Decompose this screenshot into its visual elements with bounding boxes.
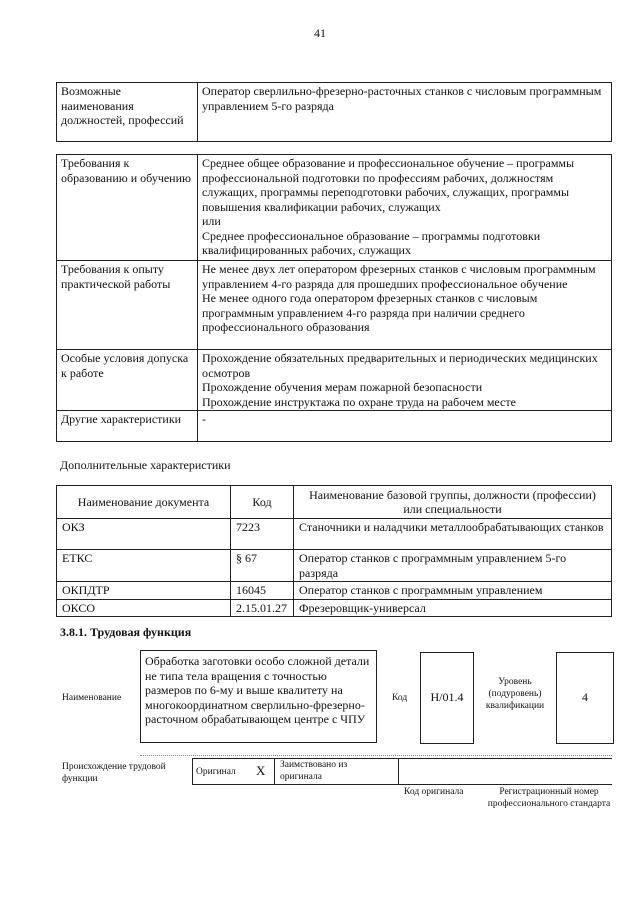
req-admission-value: Прохождение обязательных предварительных и периодических медицинских осмотров Прохождение обучения мерам пожарной безопасности Прохождение инструктажа по охране труда на рабочем месте <box>198 350 612 411</box>
row-document: ОКЗ <box>57 519 231 550</box>
original-mark: X <box>256 763 266 778</box>
level-box: 4 <box>556 652 614 744</box>
origin-mid-line <box>274 758 275 784</box>
requirements-table <box>56 154 612 442</box>
row-code: 16045 <box>231 582 294 600</box>
row-code: 2.15.01.27 <box>231 599 294 617</box>
origin-line-2 <box>398 758 399 784</box>
row-code: 7223 <box>231 519 294 550</box>
section-title: 3.8.1. Трудовая функция <box>60 625 192 639</box>
page-number: 41 <box>314 26 326 40</box>
row-document: ОКСО <box>57 599 231 617</box>
original-label: Оригинал <box>196 767 236 777</box>
table-row <box>57 599 612 617</box>
additional-title: Дополнительные характеристики <box>60 458 231 472</box>
row-group: Станочники и наладчики металлообрабатывающих станков <box>294 519 612 550</box>
req-experience-value: Не менее двух лет оператором фрезерных станков с числовым программным управлением 4-го разряда для прошедших профессиональное обучение Не менее одного года оператором фрезерных станков с числовым программным управлением 4-го разряда при наличии среднего профессионального образования <box>198 261 612 350</box>
req-other-label: Другие характеристики <box>57 411 198 442</box>
row-code: § 67 <box>231 550 294 582</box>
positions-table <box>56 82 612 142</box>
table-row <box>57 550 612 582</box>
code-original-label: Код оригинала <box>404 787 464 797</box>
divider <box>140 755 612 756</box>
function-code-box: H/01.4 <box>420 652 474 744</box>
row-group: Фрезеровщик-универсал <box>294 599 612 617</box>
borrowed-label: Заимствовано из оригинала <box>280 760 348 782</box>
req-admission-label: Особые условия допуска к работе <box>57 350 198 411</box>
function-code-label: Код <box>392 693 408 703</box>
additional-table <box>56 485 612 617</box>
level-label: Уровень (подуровень) квалификации <box>485 677 545 711</box>
origin-left-line <box>192 758 193 784</box>
row-group: Оператор станков с программным управлением 5-го разряда <box>294 550 612 582</box>
col-header-document: Наименование документа <box>57 486 231 519</box>
positions-label: Возможные наименования должностей, профессий <box>57 83 198 142</box>
row-group: Оператор станков с программным управлением <box>294 582 612 600</box>
reg-number-label: Регистрационный номер профессионального стандарта <box>487 787 611 809</box>
row-document: ЕТКС <box>57 550 231 582</box>
origin-top-line <box>192 758 612 759</box>
function-name-label: Наименование <box>62 693 122 703</box>
table-row <box>57 582 612 600</box>
positions-value: Оператор сверлильно-фрезерно-расточных станков с числовым программным управлением 5-го разряда <box>198 83 612 142</box>
origin-bottom-line <box>192 784 612 785</box>
req-education-label: Требования к образованию и обучению <box>57 155 198 261</box>
origin-label: Происхождение трудовой функции <box>62 762 166 784</box>
row-document: ОКПДТР <box>57 582 231 600</box>
function-name-box: Обработка заготовки особо сложной детали не типа тела вращения с точностью размеров по 6-му и выше квалитету на многокоординатном сверлильно-фрезерно-расточном обрабатывающем центре с ЧПУ <box>140 650 377 743</box>
req-experience-label: Требования к опыту практической работы <box>57 261 198 350</box>
req-other-value: - <box>198 411 612 442</box>
col-header-code: Код <box>231 486 294 519</box>
table-row <box>57 519 612 550</box>
req-education-value: Среднее общее образование и профессиональное обучение – программы профессиональной подготовки по профессиям рабочих, должностям служащих, программы переподготовки рабочих, служащих, программы повышения квалификации рабочих, служащих или Среднее профессиональное образование – программы подготовки квалифицированных рабочих, служащих <box>198 155 612 261</box>
col-header-group: Наименование базовой группы, должности (профессии) или специальности <box>294 486 612 519</box>
